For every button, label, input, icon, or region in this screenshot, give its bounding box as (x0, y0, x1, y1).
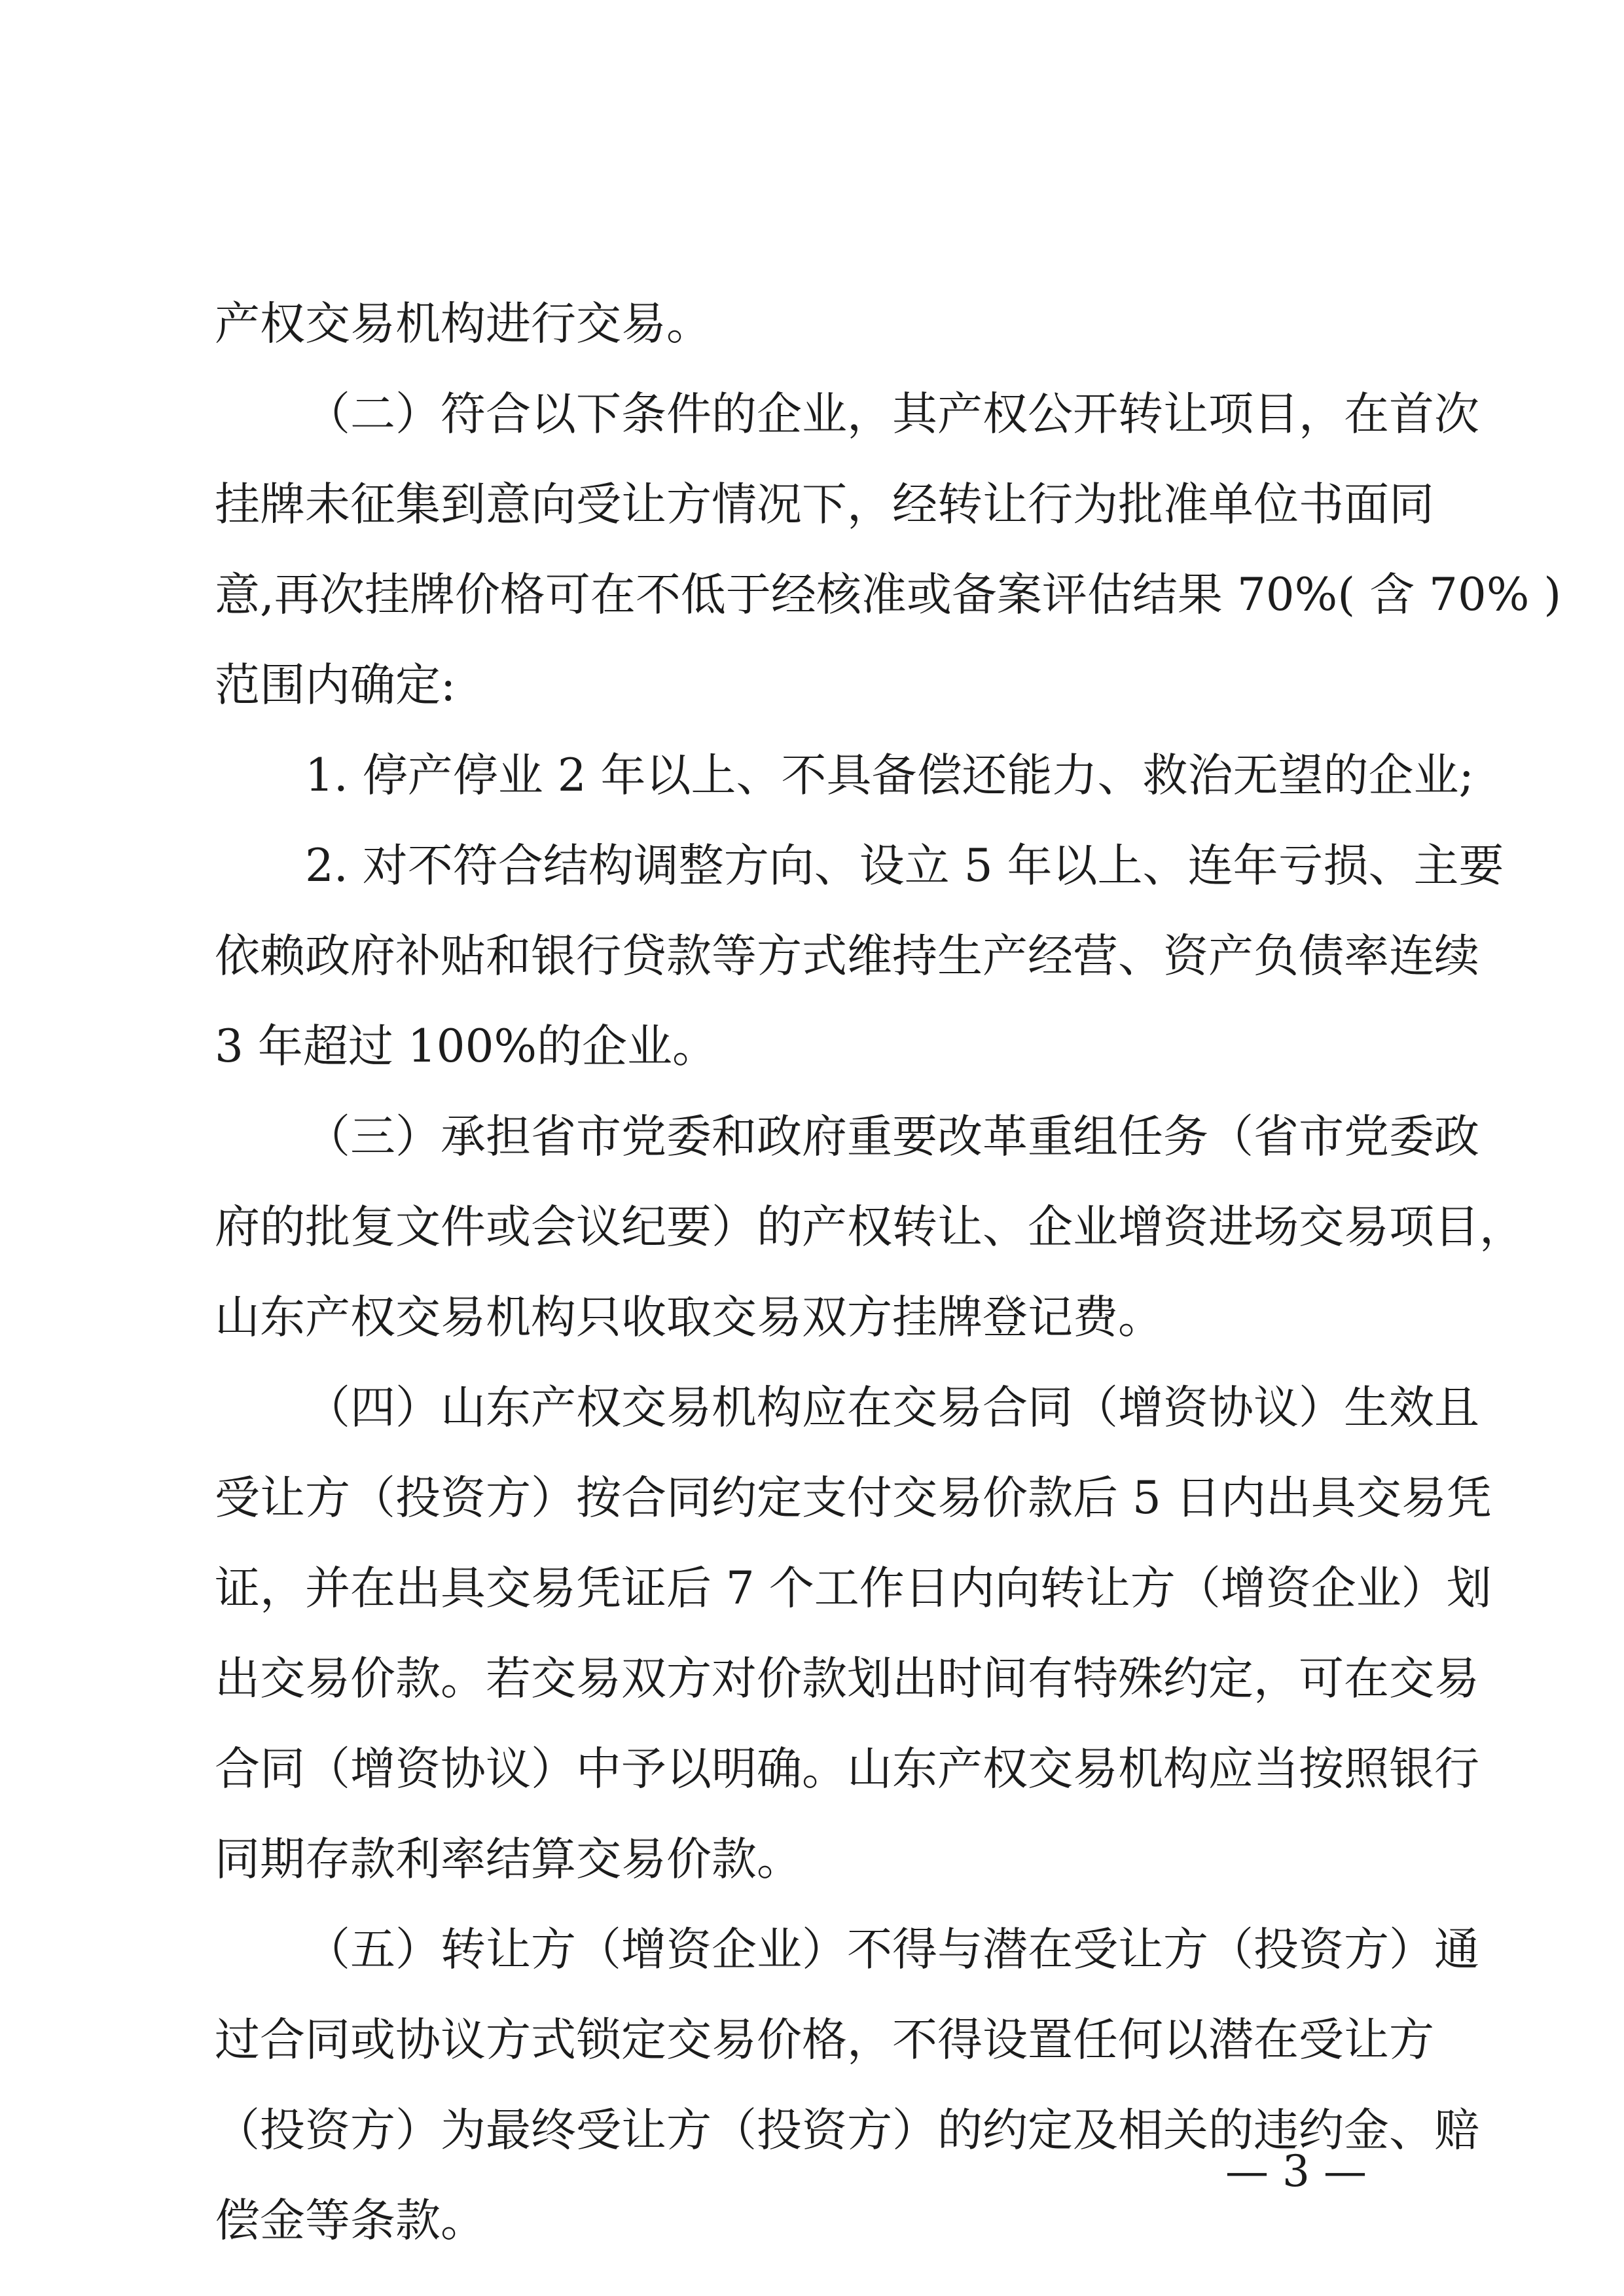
paragraph-line: 依赖政府补贴和银行贷款等方式维持生产经营、资产负债率连续 (215, 930, 1479, 982)
paragraph-line: （三）承担省市党委和政府重要改革重组任务（省市党委政 (305, 1111, 1479, 1163)
paragraph-line: 出交易价款。若交易双方对价款划出时间有特殊约定，可在交易 (215, 1653, 1479, 1705)
paragraph-line: 府的批复文件或会议纪要）的产权转让、企业增资进场交易项目， (215, 1201, 1525, 1253)
paragraph-line: （五）转让方（增资企业）不得与潜在受让方（投资方）通 (305, 1924, 1479, 1976)
paragraph-line: 偿金等条款。 (215, 2195, 486, 2247)
list-item-line: 1. 停产停业 2 年以上、不具备偿还能力、救治无望的企业; (305, 749, 1474, 802)
paragraph-line: 范围内确定: (215, 659, 456, 711)
paragraph-line: 过合同或协议方式锁定交易价格，不得设置任何以潜在受让方 (215, 2014, 1434, 2066)
paragraph-line: 同期存款利率结算交易价款。 (215, 1833, 802, 1886)
paragraph-line: 3 年超过 100%的企业。 (215, 1020, 718, 1073)
list-item-line: 2. 对不符合结构调整方向、设立 5 年以上、连年亏损、主要 (305, 840, 1504, 892)
paragraph-line: 意,再次挂牌价格可在不低于经核准或备案评估结果 70%( 含 70% ) (215, 569, 1562, 621)
paragraph-line: （投资方）为最终受让方（投资方）的约定及相关的违约金、赔 (215, 2104, 1479, 2157)
paragraph-line: （四）山东产权交易机构应在交易合同（增资协议）生效且 (305, 1382, 1479, 1434)
paragraph-line: 挂牌未征集到意向受让方情况下，经转让行为批准单位书面同 (215, 478, 1434, 531)
paragraph-line: 山东产权交易机构只收取交易双方挂牌登记费。 (215, 1291, 1163, 1344)
paragraph-line: 产权交易机构进行交易。 (215, 298, 712, 350)
paragraph-line: 合同（增资协议）中予以明确。山东产权交易机构应当按照银行 (215, 1743, 1479, 1795)
paragraph-line: 受让方（投资方）按合同约定支付交易价款后 5 日内出具交易凭 (215, 1472, 1492, 1524)
paragraph-line: （二）符合以下条件的企业，其产权公开转让项目，在首次 (305, 388, 1479, 440)
page-number: — 3 — (1225, 2146, 1367, 2197)
paragraph-line: 证，并在出具交易凭证后 7 个工作日内向转让方（增资企业）划 (215, 1562, 1492, 1615)
